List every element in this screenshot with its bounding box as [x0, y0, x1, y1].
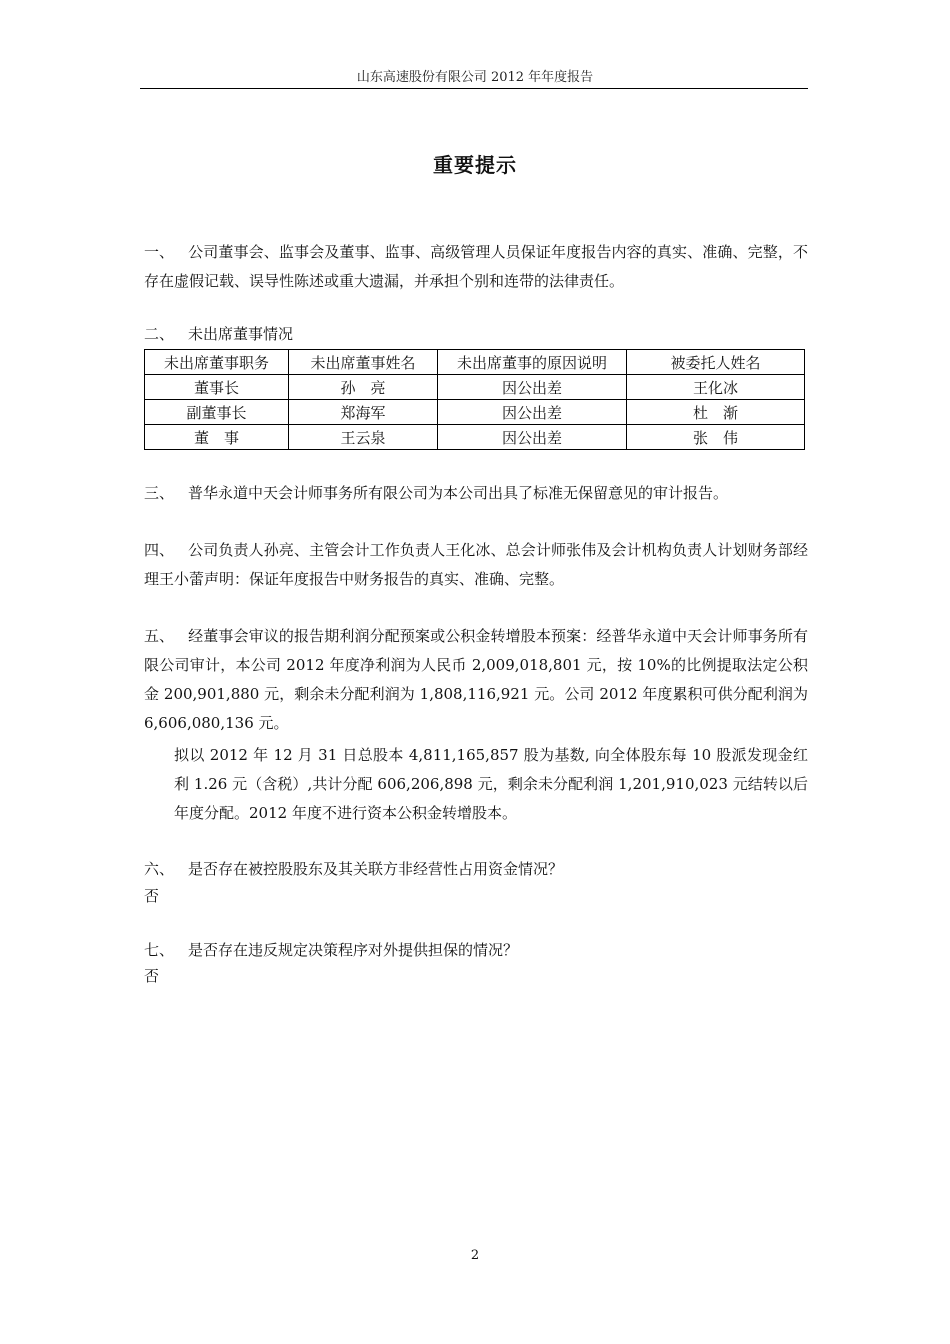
section-six-answer: 否	[144, 887, 160, 905]
header-rule	[140, 88, 808, 89]
table-cell: 杜 渐	[627, 400, 805, 425]
table-row	[145, 375, 805, 400]
section-six-text: 是否存在被控股股东及其关联方非经营性占用资金情况？	[188, 860, 564, 878]
table-cell: 因公出差	[438, 375, 627, 400]
section-four	[144, 536, 808, 594]
section-seven-number: 七、	[144, 941, 175, 959]
section-one-text: 公司董事会、监事会及董事、监事、高级管理人员保证年度报告内容的真实、准确、完整，不存在虚假记载、误导性陈述或重大遗漏，并承担个别和连带的法律责任。	[144, 243, 808, 290]
section-six-number: 六、	[144, 860, 175, 878]
table-cell: 副董事长	[145, 400, 289, 425]
table-cell: 因公出差	[438, 425, 627, 450]
section-six	[144, 855, 808, 884]
table-cell: 王云泉	[289, 425, 438, 450]
section-seven	[144, 936, 808, 965]
page-title: 重要提示	[433, 153, 517, 177]
section-one	[144, 238, 808, 296]
section-five-dividend-plan: 拟以 2012 年 12 月 31 日总股本 4,811,165,857 股为基数, 向全体股东每 10 股派发现金红利 1.26 元（含税）,共计分配 606,206,898 元，剩余未分配利润 1,201,910,023 元结转以后年度分配。2012 年度不进行资本公积金转增股本。	[174, 746, 808, 822]
table-row	[145, 425, 805, 450]
table-row	[145, 400, 805, 425]
absent-directors-table	[144, 349, 805, 450]
section-two	[144, 320, 808, 349]
section-four-text: 公司负责人孙亮、主管会计工作负责人王化冰、总会计师张伟及会计机构负责人计划财务部经理王小蕾声明：保证年度报告中财务报告的真实、准确、完整。	[144, 541, 808, 588]
table-cell: 郑海军	[289, 400, 438, 425]
section-two-number: 二、	[144, 325, 175, 343]
table-header-cell: 未出席董事姓名	[289, 350, 438, 375]
section-five	[144, 622, 808, 738]
section-seven-answer: 否	[144, 967, 160, 985]
section-three-text: 普华永道中天会计师事务所有限公司为本公司出具了标准无保留意见的审计报告。	[188, 484, 729, 502]
table-cell: 王化冰	[627, 375, 805, 400]
table-header-cell: 未出席董事职务	[145, 350, 289, 375]
table-cell: 董事长	[145, 375, 289, 400]
running-header: 山东高速股份有限公司 2012 年年度报告	[356, 70, 594, 85]
section-five-text: 经董事会审议的报告期利润分配预案或公积金转增股本预案：经普华永道中天会计师事务所有限公司审计，本公司 2012 年度净利润为人民币 2,009,018,801 元，按 10%的比例提取法定公积金 200,901,880 元，剩余未分配利润为 1,808,116,921 元。公司 2012 年度累积可供分配利润为 6,606,080,136 元。	[144, 627, 808, 732]
table-header-cell: 未出席董事的原因说明	[438, 350, 627, 375]
page-number: 2	[470, 1248, 480, 1263]
section-seven-text: 是否存在违反规定决策程序对外提供担保的情况？	[188, 941, 519, 959]
table-header-cell: 被委托人姓名	[627, 350, 805, 375]
table-cell: 因公出差	[438, 400, 627, 425]
section-two-text: 未出席董事情况	[188, 325, 294, 343]
section-one-number: 一、	[144, 243, 175, 261]
section-five-number: 五、	[144, 627, 175, 645]
section-three-number: 三、	[144, 484, 175, 502]
section-four-number: 四、	[144, 541, 175, 559]
section-three	[144, 479, 808, 508]
table-cell: 张 伟	[627, 425, 805, 450]
table-cell: 孙 亮	[289, 375, 438, 400]
table-cell: 董 事	[145, 425, 289, 450]
table-header-row	[145, 350, 805, 375]
